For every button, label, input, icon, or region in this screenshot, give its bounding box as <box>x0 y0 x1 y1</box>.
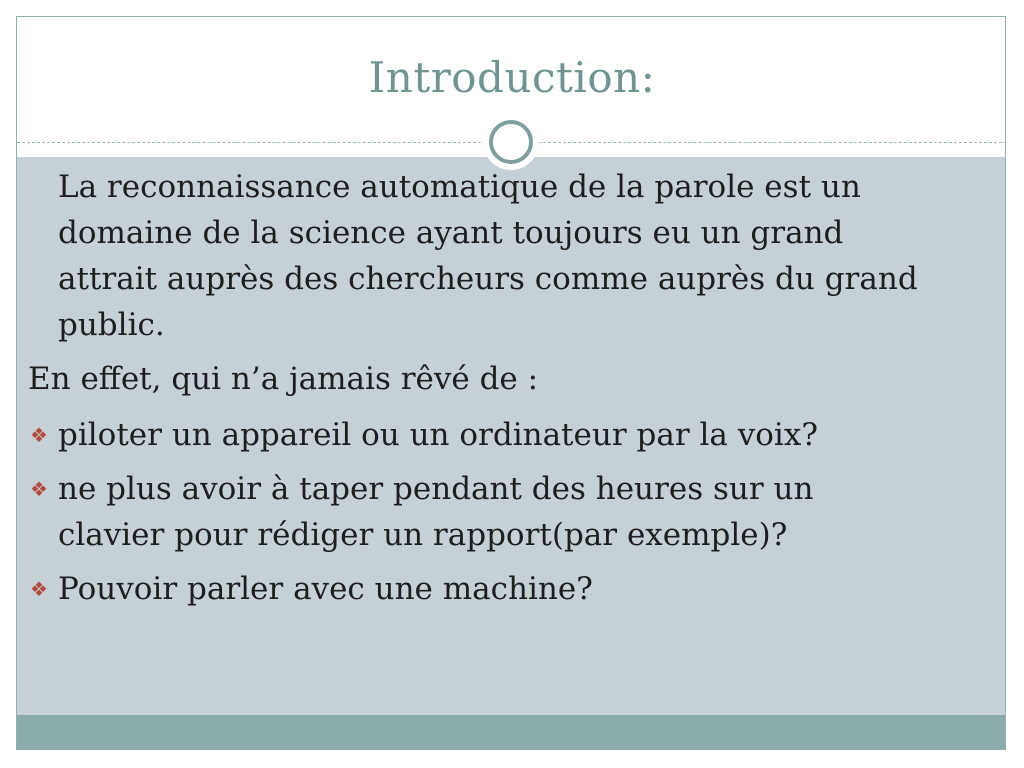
slide-title: Introduction: <box>368 53 656 102</box>
lead-line: En effet, qui n’a jamais rêvé de : <box>28 361 539 397</box>
ring-ornament-icon <box>483 114 539 170</box>
ring-inner <box>489 120 533 164</box>
diamond-bullet-icon: ❖ <box>30 577 48 601</box>
bullet-text: Pouvoir parler avec une machine? <box>58 571 593 607</box>
footer-band <box>17 715 1006 750</box>
bullet-item <box>30 412 930 458</box>
bullet-item <box>30 566 930 612</box>
diamond-bullet-icon: ❖ <box>30 423 48 447</box>
diamond-bullet-icon: ❖ <box>30 477 48 501</box>
bullet-text: piloter un appareil ou un ordinateur par la voix? <box>58 417 818 453</box>
intro-paragraph: La reconnaissance automatique de la parole est un domaine de la science ayant toujours eu un grand attrait auprès des chercheurs comme auprès du grand public. <box>58 169 918 343</box>
bullet-text: ne plus avoir à taper pendant des heures sur un clavier pour rédiger un rapport(par exemple)? <box>58 471 814 553</box>
bullet-item <box>30 466 930 558</box>
